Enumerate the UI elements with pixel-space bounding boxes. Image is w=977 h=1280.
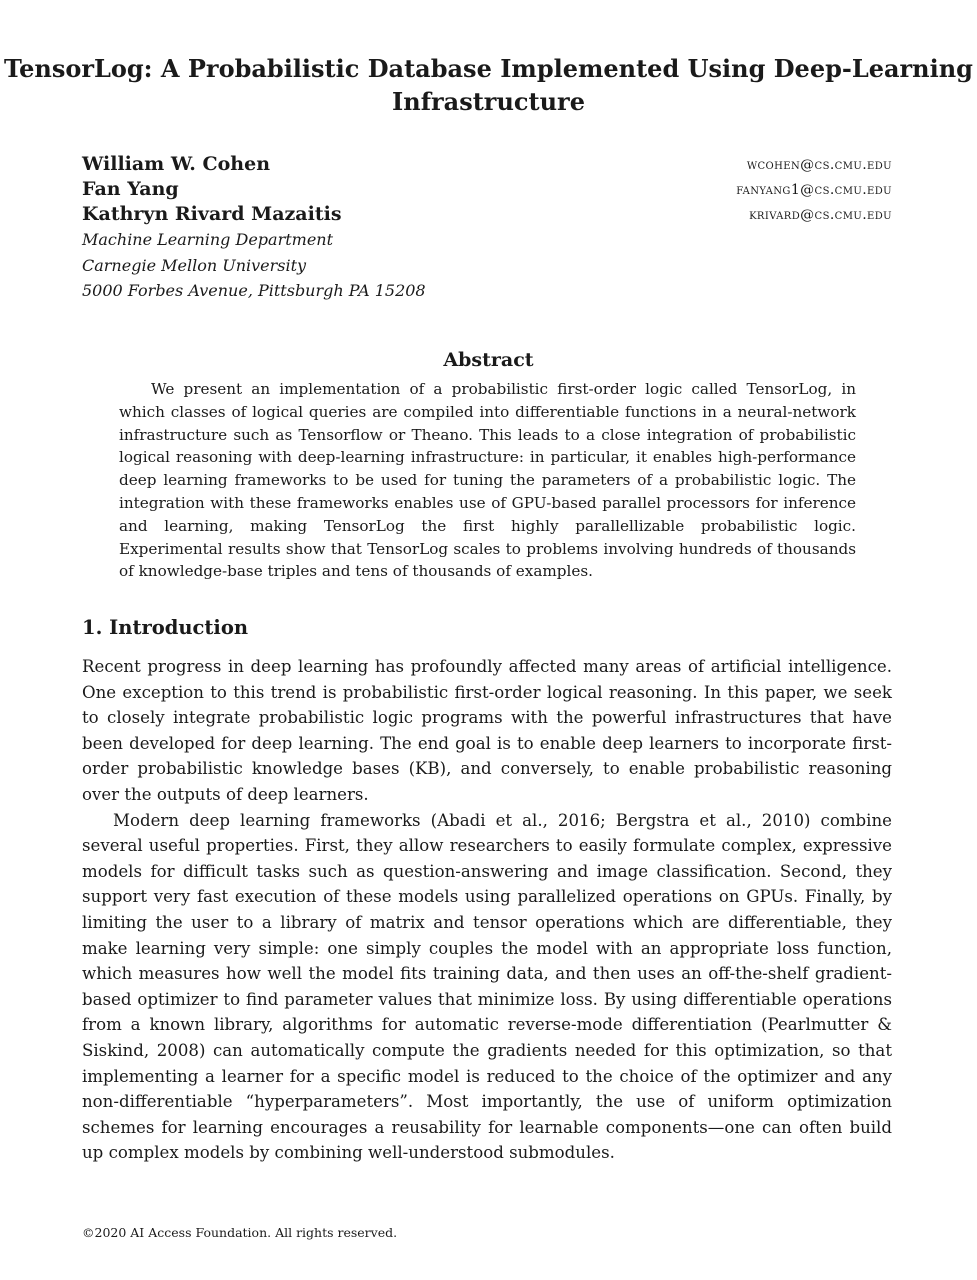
- section-heading: 1. Introduction: [82, 616, 249, 639]
- author-row: [82, 152, 892, 177]
- intro-paragraph: Recent progress in deep learning has profoundly affected many areas of artificial intelligence. One exception to this trend is probabilistic first-order logical reasoning. In this paper, we seek to closely integrate probabilistic logic programs with the powerful infrastructures that have been developed for deep learning. The end goal is to enable deep learners to incorporate first-order probabilistic knowledge bases (KB), and conversely, to enable probabilistic reasoning over the outputs of deep learners.: [82, 657, 892, 804]
- author-row: [82, 202, 892, 227]
- author-name: William W. Cohen: [82, 153, 271, 175]
- affiliation-department: Machine Learning Department: [82, 230, 334, 249]
- paper-title: TensorLog: A Probabilistic Database Implemented Using Deep-Learning Infrastructure: [4, 54, 973, 116]
- author-row: [82, 177, 892, 202]
- author-name: Kathryn Rivard Mazaitis: [82, 203, 342, 225]
- introduction-body: [82, 654, 892, 1166]
- affiliation-university: Carnegie Mellon University: [82, 255, 307, 275]
- affiliation-address: 5000 Forbes Avenue, Pittsburgh PA 15208: [82, 281, 426, 300]
- author-email: fanyang1@cs.cmu.edu: [736, 182, 892, 198]
- abstract-text: We present an implementation of a probabilistic first-order logic called TensorLog, in which classes of logical queries are compiled into differentiable functions in a neural-network infrastructure such as Tensorflow or Theano. This leads to a close integration of probabilistic logical reasoning with deep-learning infrastructure: in particular, it enables high-performance deep learning frameworks to be used for tuning the parameters of a probabilistic logic. The integration with these frameworks enables use of GPU-based parallel processors for inference and learning, making TensorLog the first highly parallellizable probabilistic logic. Experimental results show that TensorLog scales to problems involving hundreds of thousands of knowledge-base triples and tens of thousands of examples.: [119, 380, 856, 581]
- author-block: [82, 152, 892, 304]
- author-email: krivard@cs.cmu.edu: [749, 207, 892, 223]
- author-email: wcohen@cs.cmu.edu: [746, 157, 892, 173]
- copyright-footer: ©2020 AI Access Foundation. All rights reserved.: [82, 1225, 398, 1240]
- author-name: Fan Yang: [82, 178, 179, 200]
- intro-paragraph: Modern deep learning frameworks (Abadi et al., 2016; Bergstra et al., 2010) combine several useful properties. First, they allow researchers to easily formulate complex, expressive models for difficult tasks such as question-answering and image classification. Second, they support very fast execution of these models using parallelized operations on GPUs. Finally, by limiting the user to a library of matrix and tensor operations which are differentiable, they make learning very simple: one simply couples the model with an appropriate loss function, which measures how well the model fits training data, and then uses an off-the-shelf gradient-based optimizer to find parameter values that minimize loss. By using differentiable operations from a known library, algorithms for automatic reverse-mode differentiation (Pearlmutter & Siskind, 2008) can automatically compute the gradients needed for this optimization, so that implementing a learner for a specific model is reduced to the choice of the optimizer and any non-differentiable “hyperparameters”. Most importantly, the use of uniform optimization schemes for learning encourages a reusability for learnable components—one can often build up complex models by combining well-understood submodules.: [82, 810, 892, 1163]
- abstract-heading: Abstract: [443, 349, 534, 371]
